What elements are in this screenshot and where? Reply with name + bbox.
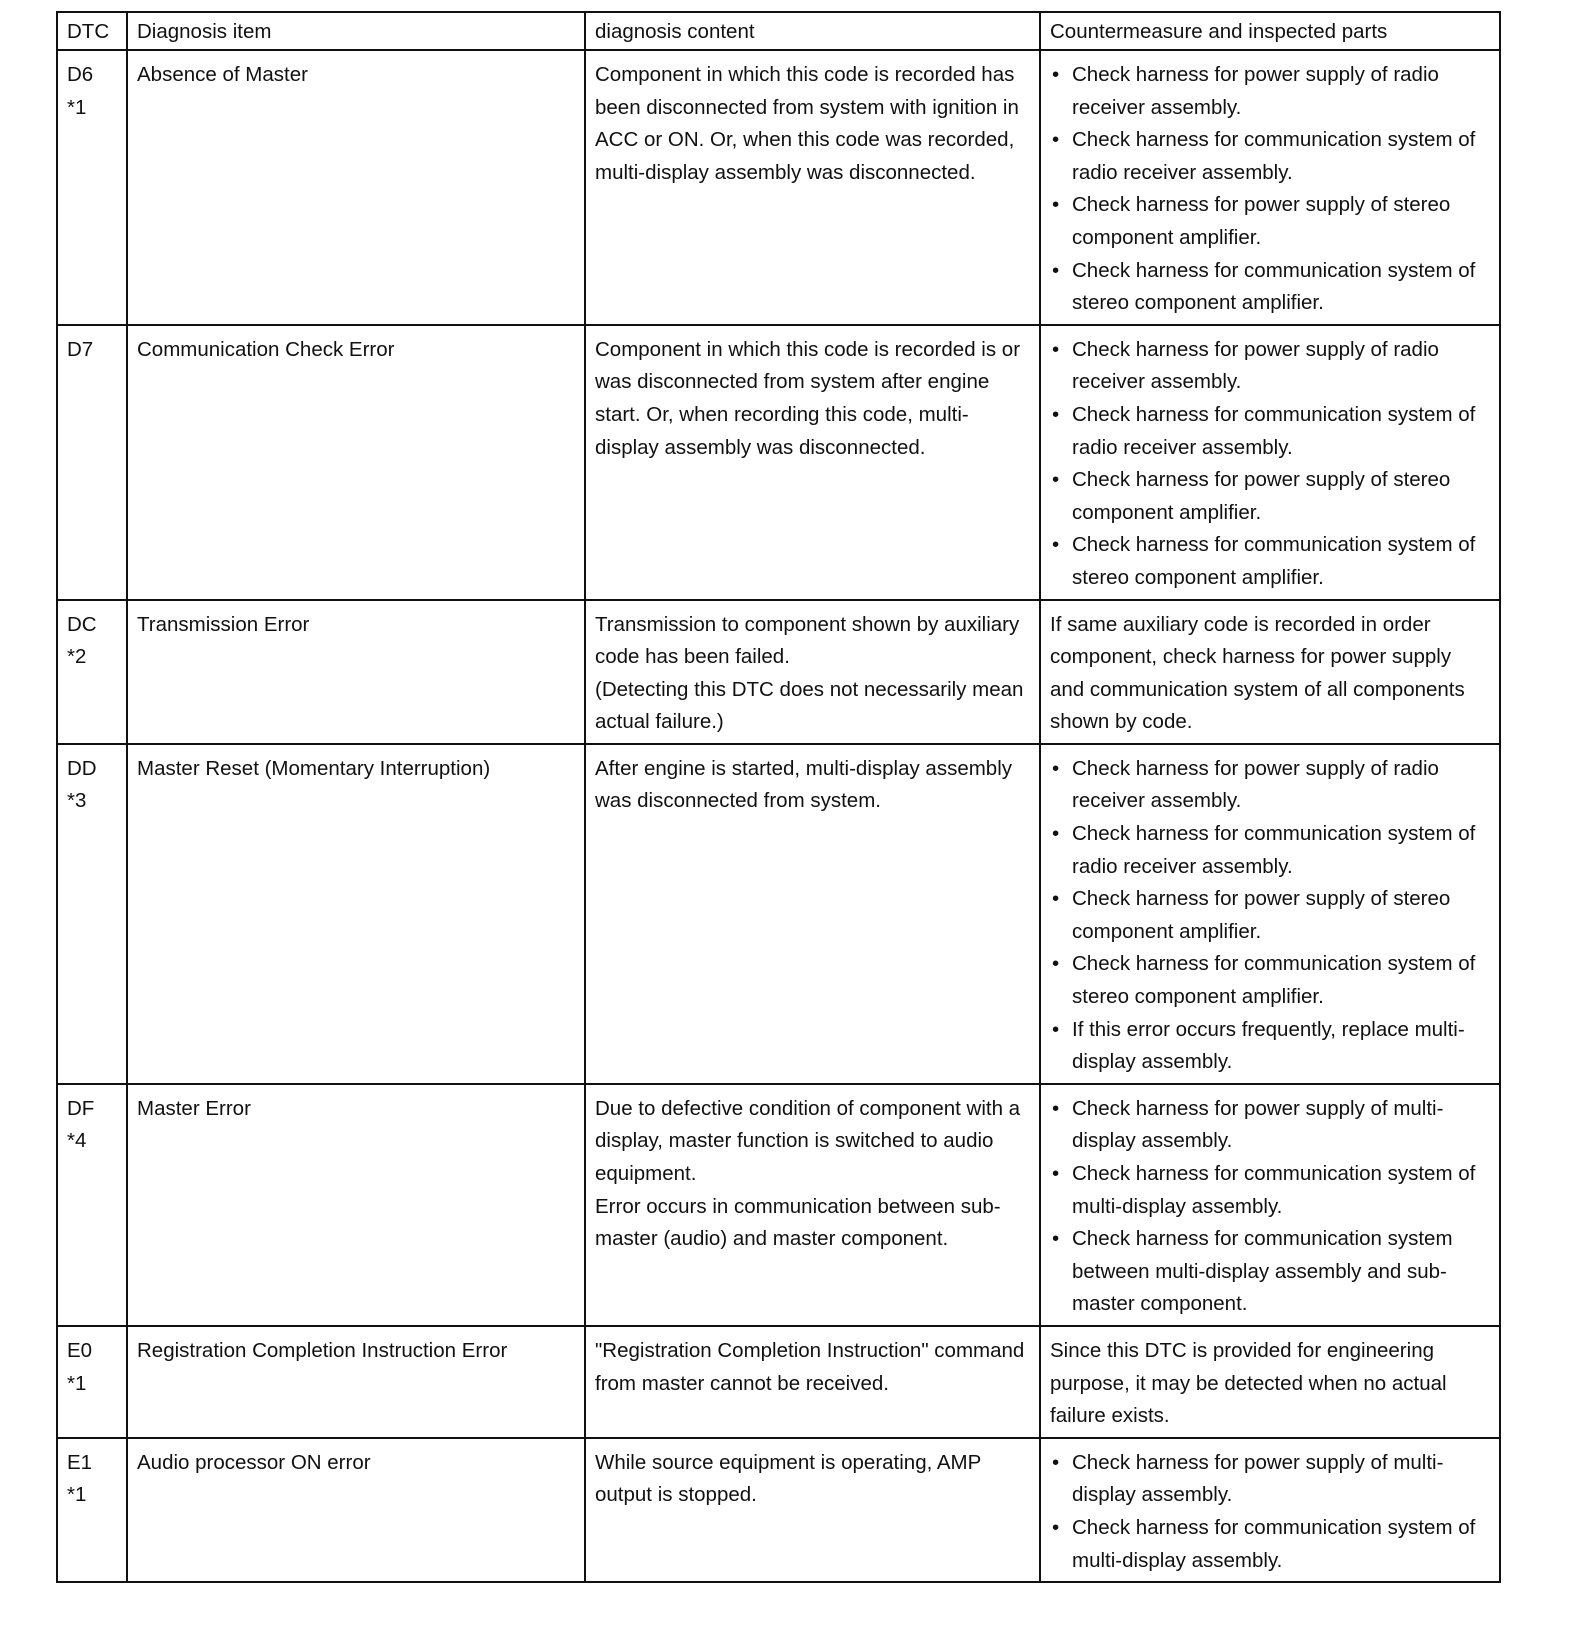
dtc-code: E1	[67, 1450, 93, 1474]
list-item: • Check harness for power supply of stereo component amplifier.	[1050, 464, 1490, 529]
table-row	[57, 1438, 1500, 1582]
list-item: • Check harness for communication system of multi-display assembly.	[1050, 1512, 1490, 1577]
countermeasure-list	[1050, 753, 1490, 1079]
dtc-cell	[57, 744, 127, 1084]
table-row	[57, 600, 1500, 744]
list-item: • If this error occurs frequently, replace multi-display assembly.	[1050, 1014, 1490, 1079]
list-item: • Check harness for power supply of stereo component amplifier.	[1050, 883, 1490, 948]
header-diagnosis-item: Diagnosis item	[127, 12, 585, 50]
dtc-code: DC	[67, 612, 97, 636]
header-dtc: DTC	[57, 12, 127, 50]
list-item: • Check harness for power supply of radio receiver assembly.	[1050, 59, 1490, 124]
diagnosis-item: Registration Completion Instruction Error	[127, 1326, 585, 1438]
list-item: • Check harness for communication system between multi-display assembly and sub-master component.	[1050, 1223, 1490, 1321]
header-countermeasure: Countermeasure and inspected parts	[1040, 12, 1500, 50]
countermeasure: Since this DTC is provided for engineering purpose, it may be detected when no actual failure exists.	[1040, 1326, 1500, 1438]
diagnosis-item: Absence of Master	[127, 50, 585, 325]
diagnosis-content	[585, 600, 1040, 744]
list-item: • Check harness for communication system of stereo component amplifier.	[1050, 529, 1490, 594]
countermeasure	[1040, 325, 1500, 600]
diagnosis-item: Transmission Error	[127, 600, 585, 744]
list-item: • Check harness for power supply of multi-display assembly.	[1050, 1093, 1490, 1158]
dtc-table	[56, 11, 1501, 1583]
dtc-note: *2	[67, 645, 87, 669]
dtc-code: D7	[67, 337, 94, 361]
dtc-note: *1	[67, 95, 87, 119]
diagnosis-content: After engine is started, multi-display assembly was disconnected from system.	[585, 744, 1040, 1084]
dtc-cell	[57, 1084, 127, 1326]
dtc-cell	[57, 50, 127, 325]
countermeasure	[1040, 1438, 1500, 1582]
table-row	[57, 325, 1500, 600]
list-item: • Check harness for power supply of radio receiver assembly.	[1050, 753, 1490, 818]
table-row	[57, 1326, 1500, 1438]
table-row	[57, 50, 1500, 325]
dtc-cell	[57, 1438, 127, 1582]
dtc-cell	[57, 325, 127, 600]
list-item: • Check harness for power supply of multi-display assembly.	[1050, 1447, 1490, 1512]
diagnosis-item: Audio processor ON error	[127, 1438, 585, 1582]
dtc-note: *4	[67, 1129, 87, 1153]
list-item: • Check harness for communication system of radio receiver assembly.	[1050, 124, 1490, 189]
countermeasure: If same auxiliary code is recorded in order component, check harness for power supply and communication system of all components shown by code.	[1040, 600, 1500, 744]
diagnosis-content: Component in which this code is recorded is or was disconnected from system after engine start. Or, when recording this code, multi-display assembly was disconnected.	[585, 325, 1040, 600]
dtc-note: *1	[67, 1371, 87, 1395]
dtc-cell	[57, 600, 127, 744]
diagnosis-content: "Registration Completion Instruction" command from master cannot be received.	[585, 1326, 1040, 1438]
dtc-note: *1	[67, 1483, 87, 1507]
countermeasure	[1040, 1084, 1500, 1326]
dtc-cell	[57, 1326, 127, 1438]
table-body	[57, 12, 1500, 1582]
content-line: Transmission to component shown by auxiliary code has been failed.	[595, 612, 1020, 669]
list-item: • Check harness for power supply of stereo component amplifier.	[1050, 189, 1490, 254]
diagnosis-item: Communication Check Error	[127, 325, 585, 600]
countermeasure-list	[1050, 334, 1490, 595]
content-line: Due to defective condition of component with a display, master function is switched to audio equipment.	[595, 1096, 1021, 1185]
header-diagnosis-content: diagnosis content	[585, 12, 1040, 50]
list-item: • Check harness for communication system of stereo component amplifier.	[1050, 255, 1490, 320]
dtc-code: DD	[67, 756, 97, 780]
countermeasure-list	[1050, 59, 1490, 320]
diagnosis-item: Master Error	[127, 1084, 585, 1326]
countermeasure-list	[1050, 1447, 1490, 1577]
diagnosis-content	[585, 1084, 1040, 1326]
list-item: • Check harness for communication system of stereo component amplifier.	[1050, 948, 1490, 1013]
dtc-code: DF	[67, 1096, 95, 1120]
countermeasure-list	[1050, 1093, 1490, 1321]
list-item: • Check harness for communication system of multi-display assembly.	[1050, 1158, 1490, 1223]
content-line: Error occurs in communication between sub-master (audio) and master component.	[595, 1194, 1001, 1251]
diagnosis-content: While source equipment is operating, AMP output is stopped.	[585, 1438, 1040, 1582]
list-item: • Check harness for power supply of radio receiver assembly.	[1050, 334, 1490, 399]
list-item: • Check harness for communication system of radio receiver assembly.	[1050, 399, 1490, 464]
table-row	[57, 744, 1500, 1084]
diagnosis-content: Component in which this code is recorded has been disconnected from system with ignition in ACC or ON. Or, when this code was recorded, multi-display assembly was disconnected.	[585, 50, 1040, 325]
content-line: (Detecting this DTC does not necessarily mean actual failure.)	[595, 677, 1024, 734]
dtc-code: E0	[67, 1338, 93, 1362]
header-row	[57, 12, 1500, 50]
list-item: • Check harness for communication system of radio receiver assembly.	[1050, 818, 1490, 883]
countermeasure	[1040, 50, 1500, 325]
table-row	[57, 1084, 1500, 1326]
diagnosis-item: Master Reset (Momentary Interruption)	[127, 744, 585, 1084]
dtc-code: D6	[67, 63, 94, 86]
dtc-note: *3	[67, 789, 87, 813]
countermeasure	[1040, 744, 1500, 1084]
